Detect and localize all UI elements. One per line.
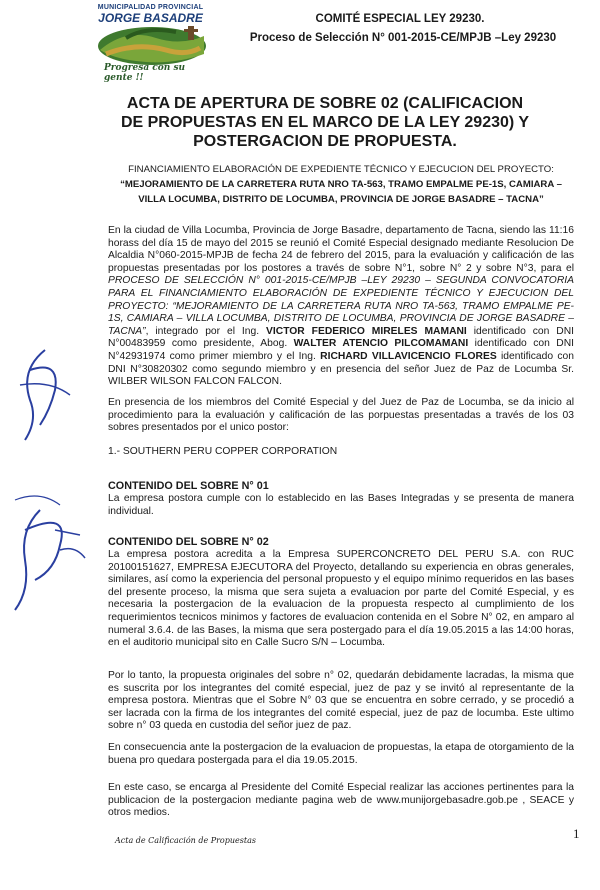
sobre-02-text: La empresa postora acredita a la Empresa SUPERCONCRETO DEL PERU S.A. con RUC 20100151627, EMPRESA EJECUTORA del Proyecto, detallando su experiencia en obras generales, similares, así como la experiencia del personal propuesto y el equipo mínimo requeridos en las bases del presente proceso, la misma que sera sujeta a evaluacion por parte del Comité Especial, y es necesaria la postergacion de la evaluacion de la propuesta respecto al cumplimiento de los requerimientos tecnicos minimos y factores de evaluacion contenida en el Sobre N° 02, en amparo al numeral 3.6.4. de las Bases, la misma que sera postergado para el día 19.05.2015 a las 14:00 horas, en el auditorio municipal sito en Calle Sucro S/N – Locumba. [108,549,574,649]
sobre-01-heading: CONTENIDO DEL SOBRE N° 01 [108,480,269,492]
p1-text-6: . [279,376,282,388]
page-number: 1 [573,826,580,841]
bidder-line: 1.- SOUTHERN PERU COPPER CORPORATION [108,446,338,457]
footer-label: Acta de Calificación de Propuestas [115,836,256,845]
subtitle-prefix: FINANCIAMIENTO ELABORACIÓN DE EXPEDIENTE TÉCNICO Y EJECUCION DEL PROYECTO: [128,164,554,175]
paragraph-presence: En presencia de los miembros del Comité Especial y del Juez de Paz de Locumba, se da inicio al procedimiento para la evaluación y calificación de las porpuestas presentadas a través de los 03 sobres presentados por el unico postor: [108,397,574,434]
p1-text-1: En la ciudad de Villa Locumba, Provincia de Jorge Basadre, departamento de Tacna, siendo las 11:16 horass del día 15 de mayo del 2015 se reunió el Comité Especial designado mediante Resolucion De Alcaldia N°060-2015-MPJB de fecha 24 de febrero del 2015, para la evaluación y calificación de las propuestas presentadas por los postores a través de sobre N°1, sobre N° 2 y sobre N°3, para el [108,225,574,274]
p1-member-president: VICTOR FEDERICO MIRELES MAMANI [266,325,467,337]
logo-org-small: MUNICIPALIDAD PROVINCIAL [97,4,204,11]
p1-judge-name: WILBER WILSON FALCON FALCON [108,376,280,388]
margin-signatures-icon [0,330,100,630]
p1-member-first: WALTER ATENCIO PILCOMAMANI [293,338,469,350]
subtitle-project: “MEJORAMIENTO DE LA CARRETERA RUTA NRO TA-563, TRAMO EMPALME PE-1S, CAMIARA – VILLA LOCUMBA, DISTRITO DE LOCUMBA, PROVINCIA DE JORGE BASADRE – TACNA” [120,179,562,205]
project-subtitle [108,162,574,207]
p1-member-second: RICHARD VILLAVICENCIO FLORES [320,350,497,362]
p1-text-4: identificado con DNI N°42931974 como primer miembro y el Ing. [108,338,575,362]
logo-slogan: Progresa con su gente !! [104,63,186,83]
p1-process-name: PROCESO DE SELECCIÓN N° 001-2015-CE/MPJB –LEY 29230 – SEGUNDA CONVOCATORIA PARA EL FINANCIAMIENTO ELABORACIÓN DE EXPEDIENTE TÉCNICO Y EJECUCION DEL PROYECTO: “MEJORAMIENTO DE LA CARRETERA RUTA NRO TA-563, TRAMO EMPALME PE-1S, CAMIARA – VILLA LOCUMBA, DISTRITO DE LOCUMBA, PROVINCIA DE JORGE BASADRE – TACNA” [108,275,574,337]
paragraph-postergacion: En consecuencia ante la postergacion de la evaluacion de propuestas, la etapa de otorgamiento de la buena pro quedara postergada para el dia 19.05.2015. [108,742,574,766]
sobre-02-heading: CONTENIDO DEL SOBRE N° 02 [108,536,269,548]
municipality-logo [88,4,213,84]
p1-text-3: identificado con DNI N°00483959 como presidente, Abog. [108,325,574,350]
paragraph-lacradas: Por lo tanto, la propuesta originales del sobre n° 02, quedarán debidamente lacradas, la misma que es suscrita por los integrantes del comité especial, juez de paz y se invitó al representante de la empresa postora. Mientras que el Sobre N° 03 que se encuentra en sobre cerrado, y se procedió a ser lacrada con la firma de los integrantes del comité especial, juez de paz de locumba. Este ultimo sobre n° 03 queda en custodia del señor juez de paz. [108,670,574,732]
sobre-01-text: La empresa postora cumple con lo establecido en las Bases Integradas y se presenta de manera individual. [108,493,574,517]
logo-org-name: JORGE BASADRE [98,11,203,25]
header-committee: COMITÉ ESPECIAL LEY 29230. [315,13,485,25]
logo-landscape-icon [96,24,208,66]
paragraph-opening [108,225,574,389]
p1-text-5: identificado con DNI N°30820302 como segundo miembro y en presencia del señor Juez de Paz de Locumba Sr. [108,350,574,375]
paragraph-publicacion: En este caso, se encarga al Presidente del Comité Especial realizar las acciones pertinentes para la publicacion de la postergacion mediante pagina web de www.munijorgebasadre.gob.pe , SEACE y otros medios. [108,782,574,819]
header-process: Proceso de Selección N° 001-2015-CE/MPJB –Ley 29230 [249,32,557,44]
document-title: ACTA DE APERTURA DE SOBRE 02 (CALIFICACION DE PROPUESTAS EN EL MARCO DE LA LEY 29230) Y POSTERGACION DE PROPUESTA. [120,95,530,150]
p1-text-2: , integrado por el Ing. [145,325,267,337]
